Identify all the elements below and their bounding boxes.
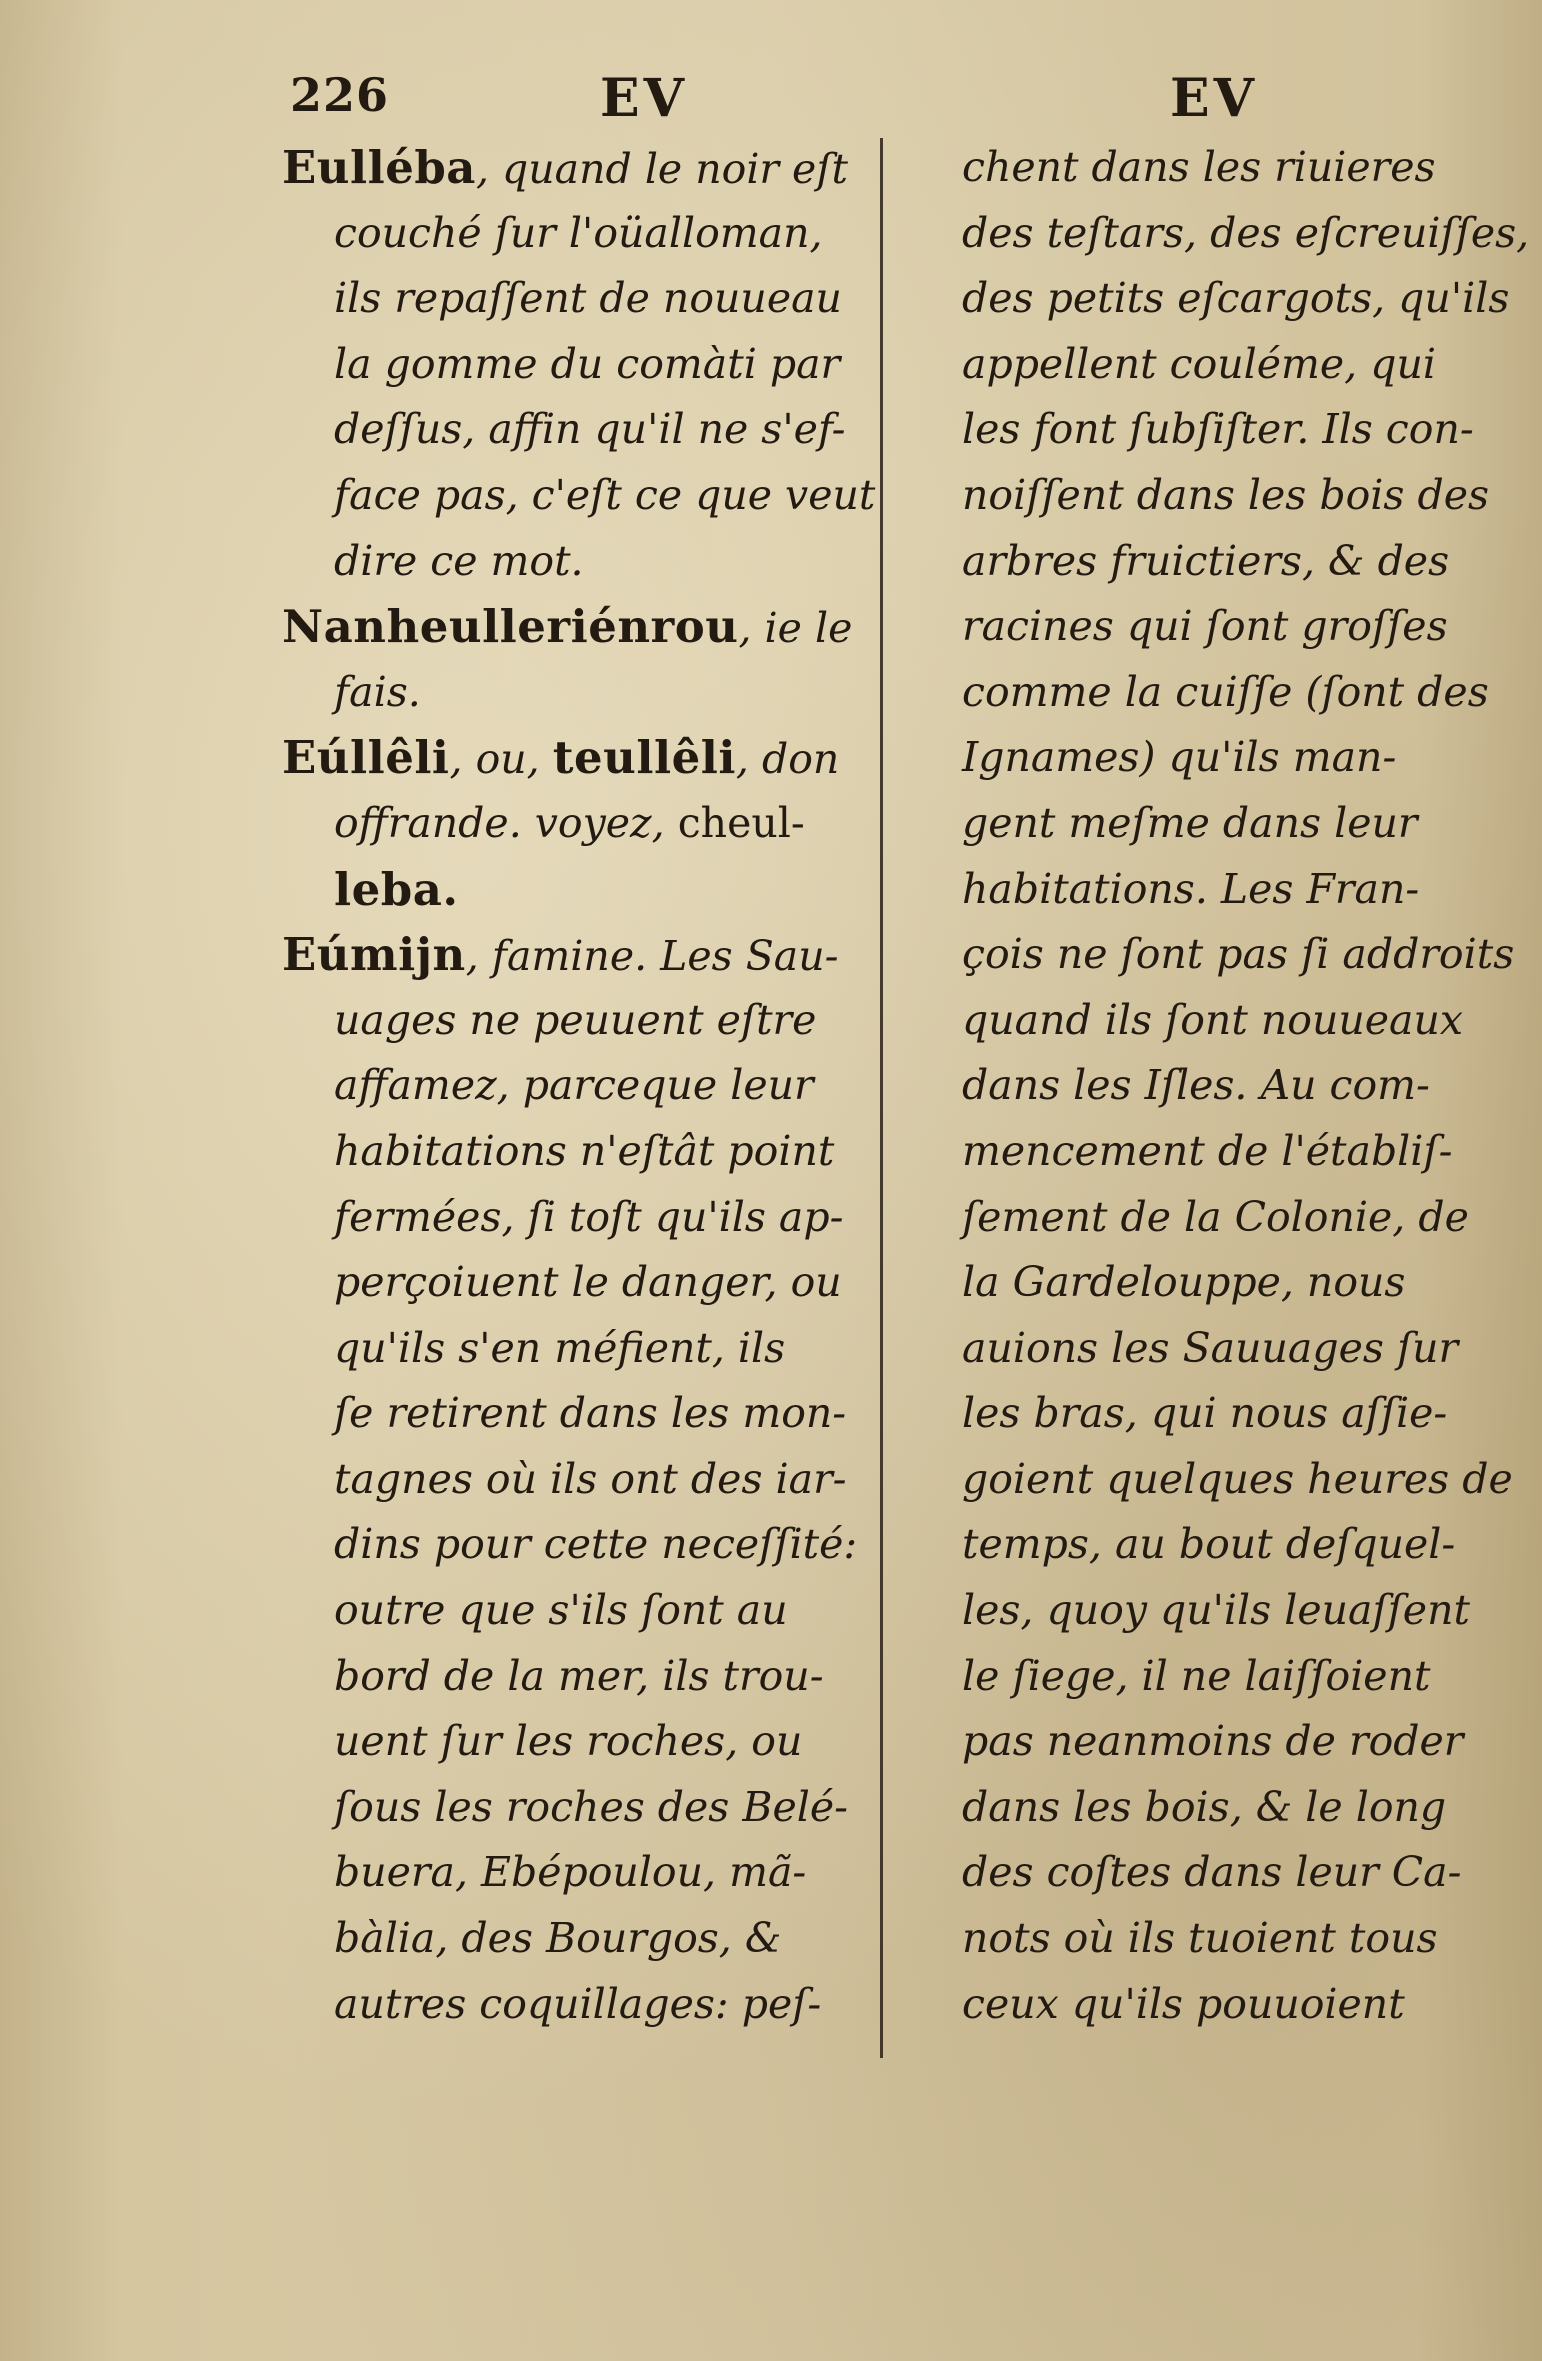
text-line: des coſtes dans leur Ca- <box>962 1848 1462 1897</box>
text-line: perçoiuent le danger, ou <box>334 1258 842 1307</box>
text-line: ceux qu'ils pouuoient <box>962 1979 1405 2028</box>
right-column <box>962 135 1530 2037</box>
text-line: temps, au bout deſquel- <box>962 1520 1456 1569</box>
text-line <box>282 791 862 857</box>
text-line <box>282 725 862 791</box>
entry-text: offrande. voyez, <box>334 798 678 847</box>
headword: Eulléba <box>282 141 476 194</box>
cross-reference: cheul- <box>677 798 805 847</box>
headword: Eúllêli <box>282 731 450 785</box>
text-line: dans les Iſles. Au com- <box>962 1061 1430 1110</box>
entry-text: , ie le <box>738 604 853 653</box>
text-line: çois ne ſont pas ſi addroits <box>962 930 1515 979</box>
text-line: des petits eſcargots, qu'ils <box>962 274 1510 323</box>
text-line: les, quoy qu'ils leuaſſent <box>962 1586 1470 1635</box>
text-line: couché ſur l'oüalloman, <box>334 208 823 257</box>
headword: Eúmijn <box>282 928 466 982</box>
text-line: dins pour cette neceſſité: <box>334 1520 858 1569</box>
text-line: Ignames) qu'ils man- <box>962 733 1397 782</box>
text-line: habitations n'eſtât point <box>334 1126 835 1175</box>
text-line: ils repaſſent de nouueau <box>334 274 842 323</box>
headword-variant: teullêli <box>552 731 736 785</box>
text-line: affamez, parceque leur <box>334 1061 814 1110</box>
page-number: 226 <box>290 68 390 122</box>
text-line: autres coquillages: peſ- <box>334 1979 822 2028</box>
running-head-left: EV <box>600 68 688 129</box>
text-line: chent dans les riuieres <box>962 143 1436 191</box>
text-line: auions les Sauuages ſur <box>962 1323 1459 1372</box>
text-line: uent ſur les roches, ou <box>334 1717 803 1766</box>
text-line <box>282 857 862 923</box>
text-line: le ſiege, il ne laiſſoient <box>962 1651 1431 1700</box>
text-line <box>282 135 862 201</box>
text-line: des teſtars, des eſcreuiſſes, <box>962 208 1530 257</box>
text-line: quand ils ſont nouueaux <box>962 995 1463 1044</box>
entry-text: , famine. Les Sau- <box>465 932 839 981</box>
text-line: noiſſent dans les bois des <box>962 470 1490 519</box>
text-line: ſous les roches des Belé- <box>334 1782 848 1831</box>
text-line: racines qui ſont groſſes <box>962 602 1448 651</box>
text-line: uages ne peuuent eſtre <box>334 995 817 1044</box>
text-line: fais. <box>334 667 421 716</box>
text-line <box>282 594 862 660</box>
page-header <box>0 68 1542 138</box>
text-line: ſement de la Colonie, de <box>962 1192 1469 1241</box>
text-line: dans les bois, & le long <box>962 1782 1447 1831</box>
text-line: buera, Ebépoulou, mã- <box>334 1848 807 1897</box>
text-line: outre que s'ils ſont au <box>334 1586 788 1635</box>
text-line <box>282 922 862 988</box>
column-divider <box>880 138 883 2058</box>
text-line: gent meſme dans leur <box>962 798 1418 847</box>
text-line: bàlia, des Bourgos, & <box>334 1914 782 1963</box>
text-line: nots où ils tuoient tous <box>962 1914 1438 1963</box>
text-line: la gomme du comàti par <box>334 339 841 388</box>
entry-text: , ou, <box>449 735 553 784</box>
headword: Nanheulleriénrou <box>282 600 739 654</box>
cross-reference: leba. <box>334 862 459 916</box>
text-line: goient quelques heures de <box>962 1454 1513 1503</box>
running-head-right: EV <box>1170 68 1258 129</box>
text-line: bord de la mer, ils trou- <box>334 1651 824 1700</box>
text-line: la Gardelouppe, nous <box>962 1258 1406 1307</box>
text-line: dire ce mot. <box>334 536 584 585</box>
text-line: tagnes où ils ont des iar- <box>334 1454 847 1503</box>
text-line: comme la cuiſſe (ſont des <box>962 667 1489 716</box>
text-line: qu'ils s'en méfient, ils <box>334 1323 786 1372</box>
text-line: deſſus, affin qu'il ne s'ef- <box>334 405 846 454</box>
text-line: pas neanmoins de roder <box>962 1717 1464 1766</box>
text-line: appellent couléme, qui <box>962 339 1437 388</box>
left-column <box>282 135 876 2037</box>
text-line: arbres fruictiers, & des <box>962 536 1450 585</box>
text-line: ſe retirent dans les mon- <box>334 1389 847 1438</box>
text-line: face pas, c'eſt ce que veut <box>334 470 876 519</box>
entry-text: , quand le noir eſt <box>475 145 848 193</box>
text-line: habitations. Les Fran- <box>962 864 1420 913</box>
entry-text: , don <box>735 735 840 784</box>
text-line: les font ſubſiſter. Ils con- <box>962 405 1474 454</box>
text-line: mencement de l'établiſ- <box>962 1126 1453 1175</box>
text-line: fermées, ſi toſt qu'ils ap- <box>334 1192 844 1241</box>
text-line: les bras, qui nous aſſie- <box>962 1389 1448 1438</box>
